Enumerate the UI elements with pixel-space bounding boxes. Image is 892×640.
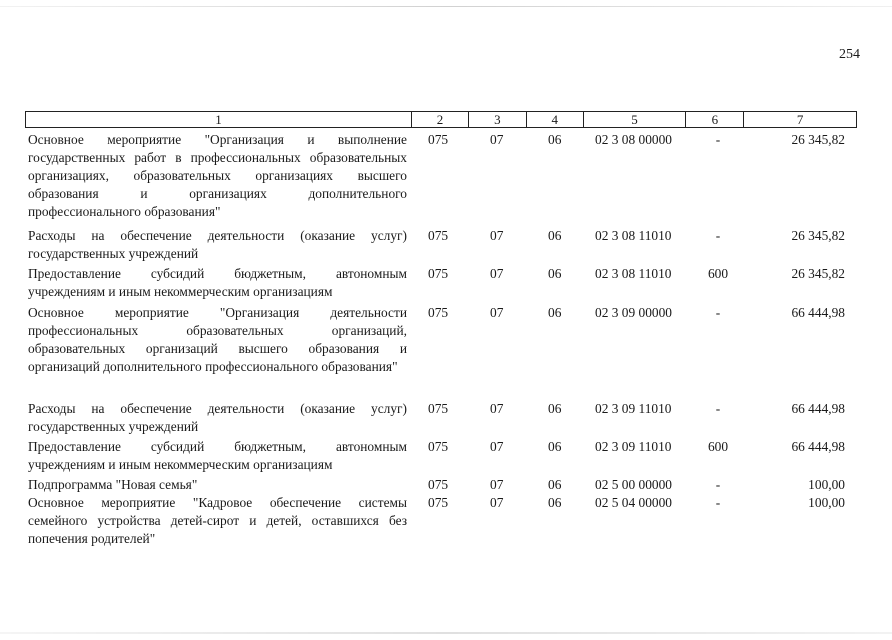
row-amount: 66 444,98 bbox=[791, 439, 845, 454]
column-header-3: 3 bbox=[468, 112, 526, 127]
row-target-article: 02 3 09 00000 bbox=[595, 305, 672, 320]
table-header bbox=[25, 111, 857, 128]
table-row bbox=[28, 494, 858, 548]
row-amount: 26 345,82 bbox=[791, 228, 845, 243]
row-expense-type: - bbox=[715, 132, 721, 147]
row-name: Предоставление субсидий бюджетным, автономным учреждениям и иным некоммерческим организациям bbox=[28, 266, 407, 299]
row-subsection: 06 bbox=[548, 132, 562, 147]
row-subsection: 06 bbox=[548, 401, 562, 416]
row-code-ministry: 075 bbox=[428, 439, 449, 454]
column-header-7: 7 bbox=[743, 112, 856, 127]
row-subsection: 06 bbox=[548, 495, 562, 510]
row-code-ministry: 075 bbox=[428, 305, 449, 320]
row-section: 07 bbox=[490, 477, 504, 492]
column-header-6: 6 bbox=[685, 112, 743, 127]
row-amount: 100,00 bbox=[808, 495, 845, 510]
row-name: Основное мероприятие "Организация деятельности профессиональных образовательных организаций, образовательных организаций высшего образования и организаций дополнительного профессионального образования" bbox=[28, 305, 407, 374]
table-row bbox=[28, 476, 858, 494]
row-expense-type: 600 bbox=[707, 266, 729, 281]
row-expense-type: - bbox=[715, 495, 721, 510]
row-subsection: 06 bbox=[548, 266, 562, 281]
scan-edge-top bbox=[0, 6, 892, 7]
table-row bbox=[28, 304, 858, 394]
table-row bbox=[28, 400, 858, 436]
row-code-ministry: 075 bbox=[428, 495, 449, 510]
page-number: 254 bbox=[839, 47, 860, 62]
row-name: Основное мероприятие "Организация и выполнение государственных работ в профессиональных образовательных организациях, образовательных организациях высшего образования и организациях дополнительного профессионального образования" bbox=[28, 132, 407, 219]
row-target-article: 02 5 04 00000 bbox=[595, 495, 672, 510]
column-header-2: 2 bbox=[411, 112, 468, 127]
row-target-article: 02 3 09 11010 bbox=[595, 401, 672, 416]
row-section: 07 bbox=[490, 305, 504, 320]
row-section: 07 bbox=[490, 266, 504, 281]
row-name: Подпрограмма "Новая семья" bbox=[28, 477, 198, 492]
row-amount: 66 444,98 bbox=[791, 305, 845, 320]
row-expense-type: - bbox=[715, 401, 721, 416]
table-row bbox=[28, 227, 858, 263]
row-section: 07 bbox=[490, 495, 504, 510]
row-amount: 100,00 bbox=[808, 477, 845, 492]
table-row bbox=[28, 438, 858, 474]
row-section: 07 bbox=[490, 439, 504, 454]
row-target-article: 02 3 09 11010 bbox=[595, 439, 672, 454]
row-code-ministry: 075 bbox=[428, 132, 449, 147]
column-header-1: 1 bbox=[215, 112, 222, 127]
row-expense-type: - bbox=[715, 305, 721, 320]
row-target-article: 02 3 08 00000 bbox=[595, 132, 672, 147]
row-subsection: 06 bbox=[548, 228, 562, 243]
row-subsection: 06 bbox=[548, 477, 562, 492]
row-target-article: 02 5 00 00000 bbox=[595, 477, 672, 492]
row-subsection: 06 bbox=[548, 439, 562, 454]
column-header-5: 5 bbox=[583, 112, 686, 127]
row-section: 07 bbox=[490, 228, 504, 243]
column-header-4: 4 bbox=[526, 112, 583, 127]
row-amount: 26 345,82 bbox=[791, 266, 845, 281]
scan-edge-bottom bbox=[0, 632, 892, 634]
table-row bbox=[28, 265, 858, 301]
row-target-article: 02 3 08 11010 bbox=[595, 228, 672, 243]
row-name: Расходы на обеспечение деятельности (оказание услуг) государственных учреждений bbox=[28, 401, 407, 434]
row-code-ministry: 075 bbox=[428, 266, 449, 281]
row-subsection: 06 bbox=[548, 305, 562, 320]
row-section: 07 bbox=[490, 401, 504, 416]
row-code-ministry: 075 bbox=[428, 401, 449, 416]
row-name: Предоставление субсидий бюджетным, автономным учреждениям и иным некоммерческим организациям bbox=[28, 439, 407, 472]
row-expense-type: - bbox=[715, 228, 721, 243]
row-amount: 26 345,82 bbox=[791, 132, 845, 147]
row-target-article: 02 3 08 11010 bbox=[595, 266, 672, 281]
row-code-ministry: 075 bbox=[428, 228, 449, 243]
row-name: Основное мероприятие "Кадровое обеспечение системы семейного устройства детей-сирот и детей, оставшихся без попечения родителей" bbox=[28, 495, 407, 546]
row-expense-type: 600 bbox=[707, 439, 729, 454]
table-row bbox=[28, 131, 858, 221]
row-amount: 66 444,98 bbox=[791, 401, 845, 416]
row-expense-type: - bbox=[715, 477, 721, 492]
row-code-ministry: 075 bbox=[428, 477, 449, 492]
row-section: 07 bbox=[490, 132, 504, 147]
row-name: Расходы на обеспечение деятельности (оказание услуг) государственных учреждений bbox=[28, 228, 407, 261]
